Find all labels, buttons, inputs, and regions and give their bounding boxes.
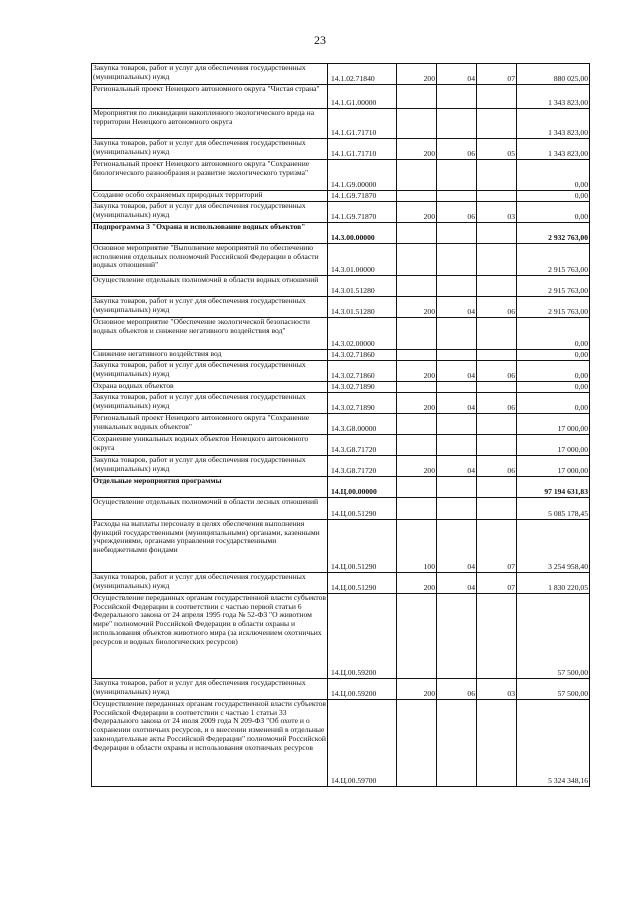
row-section xyxy=(437,350,477,361)
row-amount: 97 194 631,83 xyxy=(517,477,590,498)
row-code: 14.3.01.51280 xyxy=(328,297,397,318)
row-code: 14.Ц.00.59200 xyxy=(328,679,397,700)
row-subsection xyxy=(477,498,517,520)
row-code: 14.3.01.51280 xyxy=(328,276,397,297)
row-description xyxy=(92,498,328,520)
row-description-text: Снижение негативного воздействия вод xyxy=(93,349,222,358)
row-section: 04 xyxy=(437,393,477,414)
row-section xyxy=(437,498,477,520)
row-section xyxy=(437,223,477,244)
table-row xyxy=(92,223,590,244)
row-description xyxy=(92,244,328,276)
row-code: 14.3.02.71860 xyxy=(328,350,397,361)
row-description xyxy=(92,350,328,361)
row-code: 14.1.G9.00000 xyxy=(328,160,397,191)
row-amount: 0,00 xyxy=(517,160,590,191)
row-amount: 17 000,00 xyxy=(517,435,590,456)
table-row xyxy=(92,318,590,350)
row-expense-type xyxy=(397,350,437,361)
row-description-text: Региональный проект Ненецкого автономного округа "Сохранение биологического разнообразия и развитие экологического туризма" xyxy=(93,159,310,177)
row-expense-type xyxy=(397,498,437,520)
row-amount: 2 915 763,00 xyxy=(517,244,590,276)
row-description-text: Закупка товаров, работ и услуг для обеспечения государственных (муниципальных) нужд xyxy=(93,455,306,473)
table-row xyxy=(92,393,590,414)
row-subsection xyxy=(477,276,517,297)
row-description xyxy=(92,276,328,297)
row-description-text: Закупка товаров, работ и услуг для обеспечения государственных (муниципальных) нужд xyxy=(93,201,306,219)
table-row xyxy=(92,202,590,223)
row-expense-type xyxy=(397,160,437,191)
row-expense-type xyxy=(397,244,437,276)
row-expense-type xyxy=(397,109,437,139)
row-subsection xyxy=(477,414,517,435)
row-subsection xyxy=(477,700,517,787)
row-code: 14.3.02.71890 xyxy=(328,382,397,393)
row-subsection xyxy=(477,85,517,109)
row-amount: 0,00 xyxy=(517,318,590,350)
table-row xyxy=(92,435,590,456)
row-description xyxy=(92,435,328,456)
row-description xyxy=(92,318,328,350)
row-subsection xyxy=(477,318,517,350)
row-code: 14.Ц.00.59200 xyxy=(328,594,397,679)
row-description-text: Закупка товаров, работ и услуг для обеспечения государственных (муниципальных) нужд xyxy=(93,296,306,314)
row-amount: 2 915 763,00 xyxy=(517,276,590,297)
row-amount: 0,00 xyxy=(517,202,590,223)
row-description xyxy=(92,139,328,160)
row-section: 04 xyxy=(437,520,477,573)
row-expense-type xyxy=(397,594,437,679)
row-code: 14.1.G1.00000 xyxy=(328,85,397,109)
table-row xyxy=(92,191,590,202)
row-section: 04 xyxy=(437,64,477,85)
row-section xyxy=(437,244,477,276)
row-amount: 57 500,00 xyxy=(517,594,590,679)
row-expense-type xyxy=(397,435,437,456)
row-amount: 57 500,00 xyxy=(517,679,590,700)
row-code: 14.3.G8.71720 xyxy=(328,435,397,456)
row-expense-type: 200 xyxy=(397,393,437,414)
row-subsection: 07 xyxy=(477,520,517,573)
row-code: 14.1.G1.71710 xyxy=(328,139,397,160)
row-subsection xyxy=(477,223,517,244)
row-expense-type xyxy=(397,276,437,297)
row-expense-type: 200 xyxy=(397,64,437,85)
row-subsection xyxy=(477,477,517,498)
table-row xyxy=(92,573,590,594)
row-code: 14.Ц.00.59700 xyxy=(328,700,397,787)
row-description-text: Закупка товаров, работ и услуг для обеспечения государственных (муниципальных) нужд xyxy=(93,392,306,410)
row-code: 14.3.G8.00000 xyxy=(328,414,397,435)
row-description-text: Осуществление отдельных полномочий в области лесных отношений xyxy=(93,497,319,506)
row-section xyxy=(437,85,477,109)
row-section: 04 xyxy=(437,297,477,318)
row-section: 04 xyxy=(437,573,477,594)
row-subsection xyxy=(477,160,517,191)
row-amount: 1 343 823,00 xyxy=(517,85,590,109)
row-section xyxy=(437,594,477,679)
row-description xyxy=(92,520,328,573)
budget-table xyxy=(91,63,590,787)
row-description xyxy=(92,160,328,191)
row-description xyxy=(92,223,328,244)
row-subsection xyxy=(477,109,517,139)
row-expense-type: 200 xyxy=(397,361,437,382)
table-row xyxy=(92,477,590,498)
table-row xyxy=(92,594,590,679)
table-row xyxy=(92,139,590,160)
row-expense-type: 200 xyxy=(397,456,437,477)
row-section: 04 xyxy=(437,361,477,382)
row-amount: 0,00 xyxy=(517,350,590,361)
row-subsection xyxy=(477,594,517,679)
row-code: 14.Ц.00.51290 xyxy=(328,520,397,573)
row-description xyxy=(92,594,328,679)
row-expense-type xyxy=(397,700,437,787)
row-description-text: Закупка товаров, работ и услуг для обеспечения государственных (муниципальных) нужд xyxy=(93,63,306,81)
row-section xyxy=(437,477,477,498)
row-description-text: Охрана водных объектов xyxy=(93,381,174,390)
row-description-text: Отдельные мероприятия программы xyxy=(93,476,222,485)
row-section xyxy=(437,160,477,191)
row-subsection: 07 xyxy=(477,64,517,85)
row-code: 14.3.02.71860 xyxy=(328,361,397,382)
row-description xyxy=(92,382,328,393)
row-subsection: 03 xyxy=(477,202,517,223)
row-code: 14.3.02.00000 xyxy=(328,318,397,350)
table-row xyxy=(92,700,590,787)
row-description-text: Закупка товаров, работ и услуг для обеспечения государственных (муниципальных) нужд xyxy=(93,572,306,590)
budget-table-body xyxy=(92,64,590,787)
row-expense-type xyxy=(397,85,437,109)
row-code: 14.3.02.71890 xyxy=(328,393,397,414)
row-expense-type: 200 xyxy=(397,202,437,223)
row-code: 14.1.G9.71870 xyxy=(328,191,397,202)
row-amount: 0,00 xyxy=(517,361,590,382)
row-section: 06 xyxy=(437,139,477,160)
row-amount: 0,00 xyxy=(517,382,590,393)
table-row xyxy=(92,160,590,191)
row-expense-type: 200 xyxy=(397,573,437,594)
table-row xyxy=(92,297,590,318)
row-expense-type xyxy=(397,414,437,435)
row-description xyxy=(92,456,328,477)
table-row xyxy=(92,498,590,520)
row-description xyxy=(92,109,328,139)
row-amount: 5 324 348,16 xyxy=(517,700,590,787)
row-code: 14.3.01.00000 xyxy=(328,244,397,276)
table-row xyxy=(92,520,590,573)
row-description xyxy=(92,393,328,414)
row-amount: 0,00 xyxy=(517,191,590,202)
row-description xyxy=(92,679,328,700)
table-row xyxy=(92,350,590,361)
row-expense-type xyxy=(397,477,437,498)
row-subsection: 06 xyxy=(477,297,517,318)
row-description-text: Осуществление переданных органам государственной власти субъектов Российской Федерации в соответствии с частью 1 статьи 33 Федерального закона от 24 июля 2009 года N 209-ФЗ "Об охоте и о сохранении охотничьих ресурсов, и о внесении изменений в отдельные законодательные акты Российской Федерации" полномочий Российской Федерации в области охраны и использования охотничьих ресурсов xyxy=(93,699,327,752)
row-description-text: Создание особо охраняемых природных территорий xyxy=(93,190,263,199)
row-subsection xyxy=(477,382,517,393)
row-amount: 0,00 xyxy=(517,393,590,414)
row-section: 04 xyxy=(437,456,477,477)
table-row xyxy=(92,64,590,85)
row-section xyxy=(437,191,477,202)
row-description-text: Основное мероприятие "Обеспечение экологической безопасности водных объектов и снижение негативного воздействия вод" xyxy=(93,317,310,335)
row-section xyxy=(437,276,477,297)
row-description xyxy=(92,414,328,435)
row-amount: 1 343 823,00 xyxy=(517,109,590,139)
row-description xyxy=(92,573,328,594)
table-row xyxy=(92,456,590,477)
row-description xyxy=(92,361,328,382)
row-expense-type xyxy=(397,318,437,350)
row-section xyxy=(437,700,477,787)
row-amount: 3 254 958,40 xyxy=(517,520,590,573)
row-section: 06 xyxy=(437,202,477,223)
row-section: 06 xyxy=(437,679,477,700)
row-subsection: 03 xyxy=(477,679,517,700)
row-expense-type xyxy=(397,382,437,393)
row-section xyxy=(437,414,477,435)
row-description xyxy=(92,202,328,223)
table-row xyxy=(92,414,590,435)
row-amount: 880 025,00 xyxy=(517,64,590,85)
row-description-text: Подпрограмма 3 "Охрана и использование водных объектов" xyxy=(93,222,306,231)
table-row xyxy=(92,361,590,382)
row-description-text: Расходы на выплаты персоналу в целях обеспечения выполнения функций государственными (муниципальными) органами, казенными учреждениями, органами управления государственными внебюджетными фондами xyxy=(93,519,320,555)
row-description-text: Мероприятия по ликвидации накопленного экологического вреда на территории Ненецкого автономного округа xyxy=(93,108,315,126)
row-description xyxy=(92,700,328,787)
row-description xyxy=(92,297,328,318)
row-section xyxy=(437,382,477,393)
table-row xyxy=(92,85,590,109)
row-expense-type: 200 xyxy=(397,297,437,318)
row-code: 14.1.G9.71870 xyxy=(328,202,397,223)
row-amount: 2 932 763,00 xyxy=(517,223,590,244)
row-subsection xyxy=(477,244,517,276)
row-description xyxy=(92,191,328,202)
row-subsection: 07 xyxy=(477,573,517,594)
row-expense-type xyxy=(397,191,437,202)
row-subsection: 06 xyxy=(477,393,517,414)
table-row xyxy=(92,244,590,276)
table-row xyxy=(92,382,590,393)
row-code: 14.Ц.00.00000 xyxy=(328,477,397,498)
row-section xyxy=(437,109,477,139)
row-code: 14.1.02.71840 xyxy=(328,64,397,85)
row-subsection xyxy=(477,435,517,456)
row-subsection xyxy=(477,191,517,202)
row-amount: 1 343 823,00 xyxy=(517,139,590,160)
row-expense-type: 200 xyxy=(397,139,437,160)
row-description-text: Сохранение уникальных водных объектов Ненецкого автономного округа xyxy=(93,434,309,452)
row-section xyxy=(437,435,477,456)
row-description-text: Осуществление отдельных полномочий в области водных отношений xyxy=(93,275,319,284)
row-amount: 2 915 763,00 xyxy=(517,297,590,318)
row-code: 14.Ц.00.51290 xyxy=(328,573,397,594)
row-subsection: 06 xyxy=(477,361,517,382)
row-expense-type xyxy=(397,223,437,244)
row-amount: 5 085 178,45 xyxy=(517,498,590,520)
row-description xyxy=(92,477,328,498)
row-subsection: 05 xyxy=(477,139,517,160)
row-description xyxy=(92,64,328,85)
row-description-text: Основное мероприятие "Выполнение мероприятий по обеспечению исполнения отдельных полномочий Российской Федерации в области водных отношений" xyxy=(93,243,319,270)
row-subsection xyxy=(477,350,517,361)
row-expense-type: 200 xyxy=(397,679,437,700)
row-description-text: Закупка товаров, работ и услуг для обеспечения государственных (муниципальных) нужд xyxy=(93,360,306,378)
row-code: 14.Ц.00.51290 xyxy=(328,498,397,520)
table-row xyxy=(92,109,590,139)
page-number: 23 xyxy=(314,33,326,47)
row-amount: 17 000,00 xyxy=(517,414,590,435)
row-description xyxy=(92,85,328,109)
row-section xyxy=(437,318,477,350)
row-description-text: Осуществление переданных органам государственной власти субъектов Российской Федерации в соответствии с частью первой статьи 6 Федерального закона от 24 апреля 1995 года № 52-ФЗ "О животном мире" полномочий Российской Федерации в области охраны и использования объектов животного мира (за исключением охотничьих ресурсов и водных биологических ресурсов) xyxy=(93,593,327,646)
row-expense-type: 100 xyxy=(397,520,437,573)
row-code: 14.3.00.00000 xyxy=(328,223,397,244)
row-amount: 1 830 220,05 xyxy=(517,573,590,594)
row-subsection: 06 xyxy=(477,456,517,477)
row-amount: 17 000,00 xyxy=(517,456,590,477)
row-code: 14.1.G1.71710 xyxy=(328,109,397,139)
row-description-text: Закупка товаров, работ и услуг для обеспечения государственных (муниципальных) нужд xyxy=(93,138,306,156)
row-code: 14.3.G8.71720 xyxy=(328,456,397,477)
table-row xyxy=(92,276,590,297)
row-description-text: Региональный проект Ненецкого автономного округа "Сохранение уникальных водных объектов" xyxy=(93,413,310,431)
row-description-text: Закупка товаров, работ и услуг для обеспечения государственных (муниципальных) нужд xyxy=(93,678,306,696)
table-row xyxy=(92,679,590,700)
row-description-text: Региональный проект Ненецкого автономного округа "Чистая страна" xyxy=(93,84,320,93)
